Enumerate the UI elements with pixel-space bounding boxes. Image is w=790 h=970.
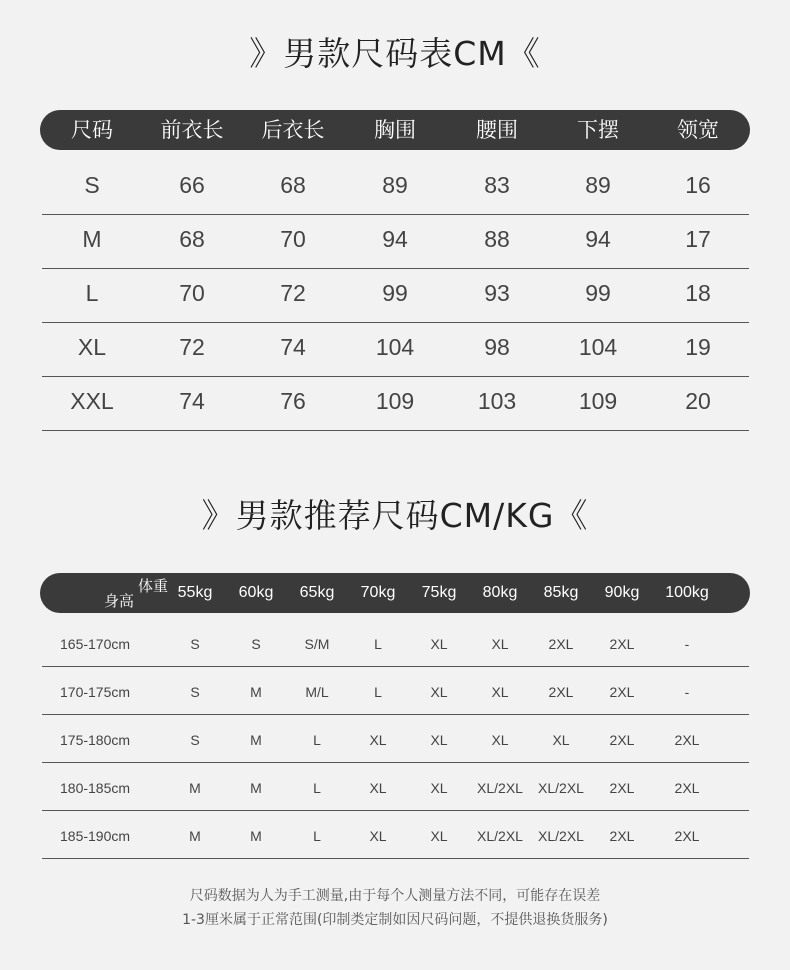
size-cell: 104 — [375, 334, 415, 360]
weight-header-cell: 100kg — [665, 584, 709, 601]
height-cell: 170-175cm — [60, 684, 131, 700]
note-line-2: 1-3厘米属于正常范围(印制类定制如因尺码问题，不提供退换货服务) — [182, 912, 608, 928]
recommend-cell: 2XL — [548, 684, 574, 700]
weight-header-cell: 60kg — [238, 584, 274, 601]
size-cell: 76 — [280, 388, 306, 414]
recommend-cell: XL — [369, 780, 387, 796]
recommend-cell: XL/2XL — [477, 828, 523, 844]
weight-header-cell: 85kg — [543, 584, 579, 601]
table-row — [42, 812, 749, 859]
recommend-cell: M — [250, 684, 262, 700]
weight-header-cell: 70kg — [360, 584, 396, 601]
size-cell: 89 — [585, 172, 611, 198]
recommend-cell: 2XL — [674, 732, 700, 748]
size-cell: 72 — [280, 280, 306, 306]
table-row — [42, 716, 749, 763]
size-cell: 99 — [585, 280, 611, 306]
recommend-title: 》男款推荐尺码CM/KG《 — [201, 496, 589, 535]
size-cell: 109 — [375, 388, 415, 414]
size-cell: 104 — [578, 334, 618, 360]
recommend-cell: L — [313, 780, 321, 796]
recommend-cell: XL — [430, 636, 448, 652]
table-row — [42, 322, 749, 377]
recommend-cell: M — [189, 780, 201, 796]
size-cell: 16 — [685, 172, 711, 198]
height-label: 身高 — [104, 592, 135, 610]
size-cell: 83 — [484, 172, 510, 198]
table-row — [42, 668, 749, 715]
size-cell: S — [84, 172, 100, 198]
weight-header-cell: 90kg — [604, 584, 640, 601]
size-cell: 66 — [179, 172, 205, 198]
size-cell: M — [82, 226, 102, 252]
recommend-cell: M/L — [305, 684, 329, 700]
size-cell: 93 — [484, 280, 510, 306]
size-cell: L — [85, 280, 99, 306]
recommend-cell: - — [684, 684, 690, 700]
size-cell: 19 — [685, 334, 711, 360]
weight-header-cell: 75kg — [421, 584, 457, 601]
recommend-cell: XL/2XL — [538, 828, 584, 844]
size-cell: 70 — [280, 226, 306, 252]
size-cell: 68 — [179, 226, 205, 252]
recommend-cell: M — [250, 732, 262, 748]
size-cell: 89 — [382, 172, 408, 198]
note-line-1: 尺码数据为人为手工测量,由于每个人测量方法不同，可能存在误差 — [189, 888, 601, 904]
recommend-cell: S — [190, 636, 200, 652]
recommend-cell: L — [374, 636, 382, 652]
recommend-cell: 2XL — [609, 828, 635, 844]
recommend-cell: XL — [369, 828, 387, 844]
recommend-cell: L — [313, 828, 321, 844]
recommend-cell: XL — [491, 636, 509, 652]
recommend-cell: 2XL — [674, 780, 700, 796]
size-cell: 18 — [685, 280, 711, 306]
recommend-cell: 2XL — [609, 636, 635, 652]
size-cell: 20 — [685, 388, 711, 414]
size-header-cell: 前衣长 — [160, 118, 224, 142]
size-chart-header — [40, 110, 750, 150]
recommend-cell: S — [190, 684, 200, 700]
size-cell: 68 — [280, 172, 306, 198]
size-header-cell: 胸围 — [374, 118, 416, 142]
recommend-cell: M — [250, 828, 262, 844]
recommend-cell: S/M — [304, 636, 330, 652]
recommend-cell: 2XL — [609, 684, 635, 700]
size-cell: 70 — [179, 280, 205, 306]
recommend-cell: XL — [369, 732, 387, 748]
height-cell: 180-185cm — [60, 780, 131, 796]
table-row — [42, 376, 749, 431]
size-chart-title: 》男款尺码表CM《 — [249, 34, 541, 73]
recommend-cell: L — [374, 684, 382, 700]
recommend-cell: XL — [491, 732, 509, 748]
weight-header-cell: 80kg — [482, 584, 518, 601]
recommend-cell: XL — [430, 732, 448, 748]
size-header-cell: 后衣长 — [261, 118, 325, 142]
recommend-cell: XL — [430, 684, 448, 700]
recommend-cell: XL — [430, 828, 448, 844]
recommend-cell: XL/2XL — [477, 780, 523, 796]
size-cell: 94 — [585, 226, 611, 252]
size-cell: 17 — [685, 226, 711, 252]
recommend-cell: - — [684, 636, 690, 652]
table-row — [42, 214, 749, 269]
recommend-cell: XL — [491, 684, 509, 700]
recommend-header — [40, 573, 750, 613]
size-cell: 94 — [382, 226, 408, 252]
size-cell: 98 — [484, 334, 510, 360]
size-header-cell: 下摆 — [577, 118, 619, 142]
size-cell: 74 — [179, 388, 205, 414]
recommend-cell: 2XL — [674, 828, 700, 844]
recommend-cell: S — [251, 636, 261, 652]
weight-header-cell: 55kg — [177, 584, 213, 601]
size-cell: XL — [77, 334, 107, 360]
table-row — [42, 268, 749, 323]
table-row — [42, 620, 749, 667]
table-row — [42, 160, 749, 215]
recommend-cell: XL — [430, 780, 448, 796]
size-cell: 103 — [477, 388, 517, 414]
height-cell: 165-170cm — [60, 636, 131, 652]
size-cell: 74 — [280, 334, 306, 360]
table-row — [42, 764, 749, 811]
recommend-cell: XL — [552, 732, 570, 748]
size-cell: 99 — [382, 280, 408, 306]
recommend-cell: 2XL — [609, 780, 635, 796]
height-cell: 175-180cm — [60, 732, 131, 748]
recommend-cell: M — [189, 828, 201, 844]
recommend-cell: S — [190, 732, 200, 748]
weight-label: 体重 — [138, 577, 169, 595]
size-cell: XXL — [70, 388, 114, 414]
recommend-cell: 2XL — [548, 636, 574, 652]
size-header-cell: 腰围 — [476, 118, 518, 142]
size-header-cell: 尺码 — [71, 118, 113, 142]
recommend-cell: M — [250, 780, 262, 796]
size-cell: 88 — [484, 226, 510, 252]
size-cell: 109 — [578, 388, 618, 414]
height-cell: 185-190cm — [60, 828, 131, 844]
size-header-cell: 领宽 — [677, 118, 719, 142]
size-cell: 72 — [179, 334, 205, 360]
recommend-cell: 2XL — [609, 732, 635, 748]
recommend-cell: XL/2XL — [538, 780, 584, 796]
weight-header-cell: 65kg — [299, 584, 335, 601]
recommend-cell: L — [313, 732, 321, 748]
